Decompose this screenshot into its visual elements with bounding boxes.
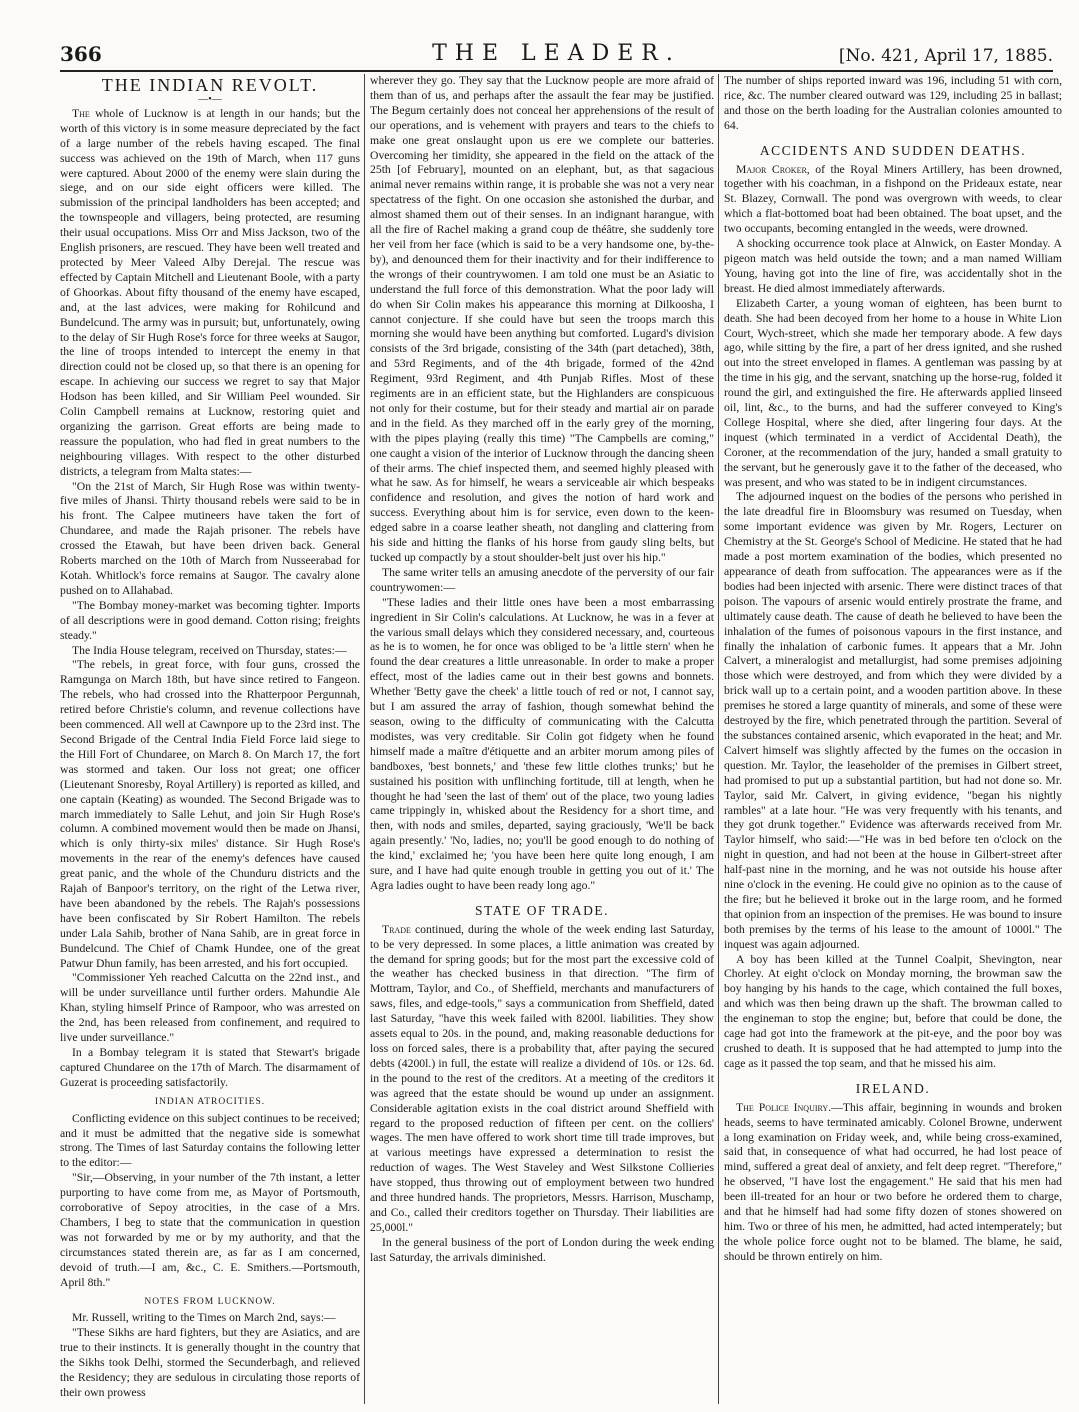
paragraph: In the general business of the port of London during the week ending last Saturday, the arrivals diminished. — [370, 1235, 714, 1264]
lead-word: The Police Inquiry. — [736, 1100, 832, 1114]
article-title-indian-revolt: THE INDIAN REVOLT. — [101, 75, 319, 95]
lead-word: Trade — [382, 922, 411, 936]
article-title-accidents: ACCIDENTS AND SUDDEN DEATHS. — [759, 142, 1027, 158]
column-divider — [364, 74, 365, 1404]
paragraph: Conflicting evidence on this subject continues to be received; and it must be admitted that the negative side is somewhat strong. The Times of last Saturday contains the following letter to the editor:— — [60, 1111, 360, 1170]
column-2 — [370, 74, 714, 1404]
paragraph: The same writer tells an amusing anecdote of the perversity of our fair countrywomen:— — [370, 565, 714, 594]
article-title-ireland: IRELAND. — [855, 1080, 931, 1096]
paragraph: The adjourned inquest on the bodies of the persons who perished in the late dreadful fire in Bloomsbury was resumed on Tuesday, when some important evidence was given by Mr. Rogers, Lecturer on Chemistry at the St. George's School of Medicine. He stated that he had made a post mortem examination of the bodies, which presented no appearance of death from suffocation. The appearances were as if the bodies had been injected with arsenic. There were distinct traces of that poison. The vapours of arsenic would entirely prostrate the frame, and ultimately cause death. The cause of death he believed to have been the inhalation of the fumes of poisonous vapours in the first instance, and finally the inhalation of carbonic fumes. It appears that a Mr. John Calvert, a mineralogist and metallurgist, had some premises adjoining those which were destroyed, and from which they were divided by a brick wall up to a certain point, and a wooden partition above. In these premises he stored a large quantity of minerals, and some of these were destroyed by the fire, which penetrated through the partition. Several of the substances contained arsenic, which evaporated in the heat; and Mr. Calvert himself was slightly affected by the fumes on the occasion in question. Mr. Taylor, the leaseholder of the premises in Gilbert street, had promised to put up a substantial partition, but had not done so. Mr. Taylor, said Mr. Calvert, in giving evidence, "began his nightly rambles" at a late hour. "He was very frequently with his tenants, and they got drunk together." Evidence was afterwards received from Mr. Taylor himself, who said:—"He was in bed before ten o'clock on the night in question, and had not been at the house in Gilbert-street after half-past nine in the morning, and he was not outside his house after nine o'clock in the evening. He could give no opinion as to the cause of the fire; but he believed it broke out in the large room, and he formed that opinion from an inspection of the premises. He was bound to insure both premises by the terms of his lease to the amount of 1000l." The inquest was again adjourned. — [724, 490, 1062, 951]
page-header — [60, 42, 1053, 70]
paragraph-text: —This affair, beginning in wounds and broken heads, seems to have terminated amicably. Colonel Browne, underwent a long examination on Friday week, and, while being cross-examined, said that, in consequence of what had occurred, he had lost peace of mind, suffered a great deal of anxiety, and felt deep regret. "Therefore," he observed, "I have lost the engagement." He said that his men had been ill-treated for an hour or two before he ordered them to charge, and that he himself had had some fifty dozen of stones showered on him. Two or three of his men, he admitted, had acted intemperately; but the whole police force ought not to be blamed. The blame, he said, should be thrown entirely on him. — [724, 1100, 1062, 1263]
subheading-indian-atrocities: INDIAN ATROCITIES. — [154, 1096, 266, 1107]
paragraph: "The Bombay money-market was becoming tighter. Imports of all descriptions were in good demand. Cotton rising; freights steady." — [60, 598, 360, 642]
paragraph: "These Sikhs are hard fighters, but they are Asiatics, and are true to their instincts. It is generally thought in the country that the Sikhs took Delhi, stormed the Secunderbagh, and relieved the Residency; they are sedulous in circulating those reports of their own prowess — [60, 1326, 360, 1399]
title-ornament: —•— — [198, 93, 222, 105]
paragraph: Mr. Russell, writing to the Times on March 2nd, says:— — [72, 1311, 336, 1325]
column-3 — [724, 74, 1062, 1404]
paragraph: "These ladies and their little ones have been a most embarrassing ingredient in Sir Colin's calculations. At Lucknow, he was in a fever at the various small delays which they considered necessary, and, courteous as he is to women, he for once was obliged to be 'a little stern' when he found the dear creatures a little unreasonable. In order to make a proper effect, most of the ladies came out in their best gowns and bonnets. Whether 'Betty gave the cheek' a little touch of red or not, I cannot say, but I am assured the array of fashion, though somewhat behind the season, owing to the difficulty of communicating with the Calcutta modistes, was very creditable. Sir Colin got fidgety when he found himself made a maître d'étiquette and an arbiter morum among piles of bandboxes, 'best bonnets,' and 'these few little clothes trunks;' but he sustained his position with unflinching fortitude, till at length, when he thought he had 'seen the last of them' out of the place, two young ladies came trippingly in, whisked about the Residency for a short time, and then, with nods and smiles, departed, saying graciously, 'We'll be back again presently.' 'No, ladies, no; you'll be good enough to do nothing of the kind,' exclaimed he; 'you have been here quite long enough, I am sure, and I have had quite enough trouble in getting you out of it.' The Agra ladies ought to have been ready long ago." — [370, 595, 714, 892]
paragraph: A shocking occurrence took place at Alnwick, on Easter Monday. A pigeon match was held outside the town; and a man named William Young, having got into the line of fire, was accidentally shot in the breast. He died almost immediately afterwards. — [724, 237, 1062, 295]
paragraph: "Commissioner Yeh reached Calcutta on the 22nd inst., and will be under surveillance until further orders. Mahundie Ale Khan, styling himself Prince of Rampoor, who was arrested on the 2nd, has been released from confinement, and required to live under surveillance." — [60, 971, 360, 1045]
paragraph — [724, 1101, 1062, 1265]
lead-word: Major Croker, — [736, 162, 810, 176]
page-number: 366 — [60, 42, 102, 66]
paragraph-text: whole of Lucknow is at length in our hands; but the worth of this victory is in some measure depreciated by the fact of a large number of the rebels having escaped. The final success was achieved on the 19th of March, when 117 guns were captured. About 2000 of the enemy were slain during the siege, and on our side eight officers were killed. The submission of the principal landholders has been accepted; and the townspeople and villagers, being protected, are resuming their usual occupations. Miss Orr and Miss Jackson, two of the English prisoners, are rescued. They have been well treated and protected by Meer Valeed Alby Derejal. The rescue was effected by Captain Mitchell and Lieutenant Boole, with a party of Ghoorkas. About fifty thousand of the enemy have escaped, and, at the last advices, were making for Rohilcund and Bundelcund. The army was in pursuit; but, unfortunately, owing to the delay of Sir Hugh Rose's force for three weeks at Saugor, the line of troops intended to intercept the enemy in that direction could not be closed up, so that there is an opening for escape. In achieving our success we regret to say that Major Hodson has been killed, and Sir William Peel wounded. Sir Colin Campbell remains at Lucknow, restoring quiet and organizing the garrison. Great efforts are being made to reassure the population, who had fled in great numbers to the neighbouring villages. With respect to the other disturbed districts, a telegram from Malta states:— — [60, 106, 360, 478]
paragraph-text: of the Royal Miners Artillery, has been drowned, together with his coachman, in a fishpond on the Prideaux estate, near St. Blazey, Cornwall. The pond was overgrown with weeds, to clear which a flat-bottomed boat had been obtained. The boat upset, and the two occupants, becoming entangled in the weeds, were drowned. — [724, 162, 1062, 236]
paragraph: Elizabeth Carter, a young woman of eighteen, has been burnt to death. She had been decoyed from her home to a house in White Lion Court, Wych-street, which she made her temporary abode. A few days ago, while sitting by the fire, a part of her dress ignited, and she rushed out into the street enveloped in flames. A gentleman was passing by at the time in his gig, and the servant, snatching up the horse-rug, folded it round the girl, and extinguished the fire. He afterwards applied linseed oil, lint, &c., to the burns, and had the sufferer conveyed to King's College Hospital, where she died, after lingering four days. At the inquest (which terminated in a verdict of Accidental Death), the Coroner, at the recommendation of the jury, handed a small gratuity to the servant, but he generously gave it to the father of the deceased, who was present, and who was stated to be in indigent circumstances. — [724, 296, 1062, 489]
paragraph — [370, 923, 714, 1236]
paragraph: "On the 21st of March, Sir Hugh Rose was within twenty-five miles of Jhansi. Thirty thousand rebels were said to be in his front. The Calpee mutineers have taken the fort of Chundaree, and made the Rajah prisoner. The rebels have crossed the Etawah, but have been driven back. General Roberts marched on the 10th of March from Nusseerabad for Kotah. Whitlock's force remains at Saugor. The cavalry alone pushed on to Allahabad. — [60, 479, 360, 597]
subheading-notes-from-lucknow: NOTES FROM LUCKNOW. — [144, 1296, 276, 1307]
column-divider — [718, 74, 719, 1404]
paragraph — [60, 107, 360, 480]
paragraph: In a Bombay telegram it is stated that Stewart's brigade captured Chundaree on the 17th of March. The disarmament of Guzerat is proceeding satisfactorily. — [60, 1046, 360, 1089]
paragraph-text: continued, during the whole of the week ending last Saturday, to be very depressed. In some places, a little animation was created by the demand for spring goods; but for the most part the excessive cold of the weather has checked business in that direction. "The firm of Mottram, Taylor, and Co., of Sheffield, merchants and manufacturers of saws, files, and edge-tools," says a communication from Sheffield, dated last Saturday, "have this week failed with 8200l. liabilities. They show assets equal to 20s. in the pound, and, making reasonable deductions for loss on forced sales, there is a probability that, after paying the secured debts (4200l.) in full, the estate will realize a dividend of 10s. or 12s. 6d. in the pound to the rest of the creditors. At a meeting of the creditors it was agreed that the estate should be wound up under an assignment. Considerable agitation exists in the coal district around Sheffield with regard to the proposed reduction of fifteen per cent. on the colliers' wages. The men have offered to work short time till trade improves, but at various meetings have expressed a determination to resist the reduction of wages. The West Staveley and West Silkstone Collieries have stopped, thus throwing out of employment between two hundred and three hundred hands. The proprietors, Messrs. Harrison, Muschamp, and Co., called their creditors together on Thursday. Their liabilities are 25,000l." — [370, 922, 714, 1234]
article-title-state-of-trade: STATE OF TRADE. — [474, 902, 610, 918]
paragraph: A boy has been killed at the Tunnel Coalpit, Shevington, near Chorley. At eight o'clock on Monday morning, the browman saw the boy hanging by his hands to the cage, which contained the full boxes, and which was then being drawn up the shaft. The browman called to the engineman to stop the engine; but, before that could be done, the cage had got into the framework at the pit-eye, and the poor boy was crushed to death. It is supposed that he had attempted to jump into the cage as it passed the top seam, and that he missed his aim. — [724, 952, 1062, 1070]
paragraph: The India House telegram, received on Thursday, states:— — [72, 643, 347, 657]
issue-info: [No. 421, April 17, 1885. — [838, 46, 1053, 66]
paragraph: "The rebels, in great force, with four guns, crossed the Ramgunga on March 18th, but have since retired to Fangeon. The rebels, who had crossed into the Rhatterpoor Pergunnah, retired before Christie's column, and revenue collections have been commenced. All well at Cawnpore up to the 23rd inst. The Second Brigade of the Central India Field Force laid siege to the Hill Fort of Chundaree, on March 8. On March 17, the fort was stormed and taken. Our loss not great; one officer (Lieutenant Snoresby, Royal Artillery) is reported as killed, and one captain (Keating) as wounded. The Second Brigade was to march immediately to Salle Lehut, and join Sir Hugh Rose's column. A combined movement would then be made on Jhansi, which is only thirty-six miles' distance. Sir Hugh Rose's movements in the rear of the enemy's defences have caused great panic, and the whole of the Chunduru districts and the Rajah of Banpoor's territory, on the right of the Letwa river, have been abandoned by the rebels. The Rajah's possessions have been confiscated by Sir Robert Hamilton. The rebels under Lala Sahib, brother of Nana Sahib, are in great force in Bundelcund. The Chief of Chamk Hundee, one of the great Patwur Dhun family, has been arrested, and his fort occupied. — [60, 658, 360, 970]
header-rule — [60, 70, 1053, 72]
paragraph: The number of ships reported inward was 196, including 51 with corn, rice, &c. The number cleared outward was 129, including 25 in ballast; and those on the berth loading for the Australian colonies amounted to 64. — [724, 74, 1062, 132]
paragraph: "Sir,—Observing, in your number of the 7th instant, a letter purporting to have come from me, as Mayor of Portsmouth, corroborative of Sepoy atrocities, in the case of a Mrs. Chambers, I beg to state that the communication in question was not forwarded by me or by my authority, and that the circumstances stated therein are, as far as I am concerned, devoid of truth.—I am, &c., C. E. Smithers.—Portsmouth, April 8th." — [60, 1171, 360, 1289]
column-1 — [60, 74, 360, 1404]
paragraph — [724, 163, 1062, 238]
paragraph: wherever they go. They say that the Lucknow people are more afraid of them than of us, and perhaps after the assault the fear may be justified. The Begum certainly does not conceal her apprehensions of the result of our operations, and is vehement with prayers and tears to the chiefs to make one great onslaught upon us ere we complete our batteries. Overcoming her timidity, she appeared in the field on the attack of the 25th [of February], mounted on an elephant, but, as that sagacious animal never remains within range, it is probable she was not a very near spectatress of the fight. On one occasion she astonished the durbar, and almost shamed them out of their senses. In an indignant harangue, with all the fire of Rachel making a grand coup de théâtre, she suddenly tore her veil from her face (which is said to be a very handsome one, by-the-by), and denounced them for their inactivity and for their indifference to the wrongs of their countrywomen. I am told one must be an Asiatic to understand the full force of this demonstration. What the poor lady will do when Sir Colin makes his appearance this morning at Dilkoosha, I cannot conjecture. If she could have but seen the troops march this morning she would have been anything but comforted. Lugard's division consists of the 3rd brigade, consisting of the 34th (part detached), 38th, and 53rd Regiments, and of the 4th brigade, formed of the 42nd Regiment, 93rd Regiment, and 4th Punjab Rifles. Most of these regiments are in an efficient state, but the Highlanders are conspicuous not only for their costume, but for their steady and martial air on parade and in the field. As they marched off in the early grey of the morning, with the pipes playing (really this time) "The Campbells are coming," one caught a vision of the interior of Lucknow through the dancing sheen of their arms. The chief inspected them, and seemed highly pleased with what he saw. As for himself, he wears a serviceable air which bespeaks confidence and resolution, and gives the notion of hard work and success. Everything about him is for service, even down to the keen-edged sabre in a coarse leather sheath, not dangling and clattering from his side and hitting the flanks of his horse from gaudy sling belts, but tucked up compactly by a stout shoulder-belt just over his hip." — [370, 74, 714, 564]
masthead: THE LEADER. — [432, 41, 681, 66]
lead-word: The — [72, 106, 90, 120]
